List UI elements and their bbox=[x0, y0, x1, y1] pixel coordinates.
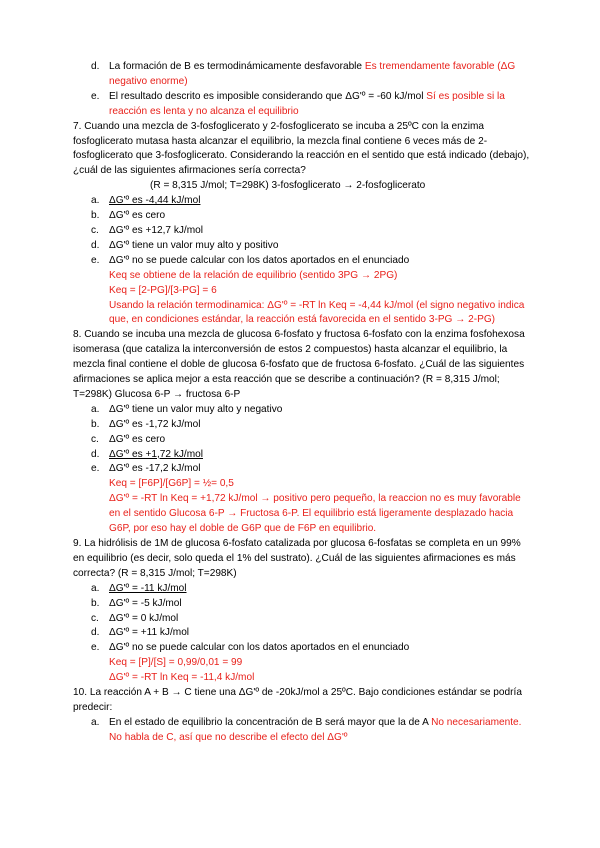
q10-option-a: a. En el estado de equilibrio la concentración de B será mayor que la de A No necesariamente. No habla de C, así que no describe el efecto del ΔG'º bbox=[91, 716, 522, 743]
q6-option-d-note: Es tremendamente favorable (ΔG negativo enorme) bbox=[109, 61, 516, 87]
q8-option-a-text: ΔG'º tiene un valor muy alto y negativo bbox=[109, 403, 283, 415]
q8-option-d-text: ΔG'º es +1,72 kJ/mol bbox=[109, 448, 203, 460]
q9-stem: 9. La hidrólisis de 1M de glucosa 6-fosfato catalizada por glucosa 6-fosfatas se completa en un 99% en equilibrio (es decir, solo queda el 1% del sustrato). ¿Cuál de las siguientes afirmaciones es más correcta? (R = 8,315 J/mol; T=298K) bbox=[73, 538, 521, 579]
q8-option-e: e. ΔG'º es -17,2 kJ/mol bbox=[91, 463, 201, 475]
q9-option-a: a. ΔG'º = -11 kJ/mol bbox=[91, 582, 187, 594]
q8-stem: 8. Cuando se incuba una mezcla de glucosa 6-fosfato y fructosa 6-fosfato con la enzima fosfohexosa isomerasa (que cataliza la interconversión de estos 2 compuestos) hasta alcanzar el equilibrio, la mezcla final contiene el doble de glucosa 6-fosfato que de fructosa 6-fosfato. ¿Cuál de las siguientes afirmaciones se aplica mejor a esta reacción que se describe a continuación? (R = 8,315 J/mol; T=298K) Glucosa 6-P → fructosa 6-P bbox=[73, 329, 525, 400]
q10-stem: 10. La reacción A + B → C tiene una ΔG'º de -20kJ/mol a 25ºC. Bajo condiciones estándar se podría predecir: bbox=[73, 687, 522, 713]
q8-option-b-text: ΔG'º es -1,72 kJ/mol bbox=[109, 418, 201, 430]
q7-explanation-1: Keq se obtiene de la relación de equilibrio (sentido 3PG → 2PG) bbox=[109, 269, 398, 281]
q10-option-a-text: En el estado de equilibrio la concentración de B será mayor que la de A bbox=[109, 716, 432, 728]
document-page bbox=[0, 60, 600, 746]
q6-option-e: e. El resultado descrito es imposible considerando que ΔG'º = -60 kJ/mol Sí es posible si la reacción es lenta y no alcanza el equilibrio bbox=[91, 90, 505, 117]
q7-option-a: a. ΔG'º es -4,44 kJ/mol bbox=[91, 195, 201, 207]
q7-option-a-text: ΔG'º es -4,44 kJ/mol bbox=[109, 195, 201, 207]
q9-explanation-2: ΔG'º = -RT ln Keq = -11,4 kJ/mol bbox=[109, 672, 255, 684]
q9-option-b: b. ΔG'º = -5 kJ/mol bbox=[91, 597, 182, 609]
q8-option-d: d. ΔG'º es +1,72 kJ/mol bbox=[91, 448, 203, 460]
q7-explanation-3: Usando la relación termodinamica: ΔG'º = -RT ln Keq = -4,44 kJ/mol (el signo negativo indica que, en condiciones estándar, la reacción está favorecida en el sentido 3-PG → 2-PG) bbox=[109, 299, 525, 326]
q8-explanation-1: Keq = [F6P]/[G6P] = ½= 0,5 bbox=[109, 478, 234, 490]
q7-option-c-text: ΔG'º es +12,7 kJ/mol bbox=[109, 224, 203, 236]
q7-reaction: (R = 8,315 J/mol; T=298K) 3-fosfoglicerato → 2-fosfoglicerato bbox=[150, 180, 426, 192]
q7-option-d-text: ΔG'º tiene un valor muy alto y positivo bbox=[109, 239, 279, 251]
q7-option-c: c. ΔG'º es +12,7 kJ/mol bbox=[91, 224, 203, 236]
q9-option-e: e. ΔG'º no se puede calcular con los datos aportados en el enunciado bbox=[91, 642, 410, 654]
q8-option-a: a. ΔG'º tiene un valor muy alto y negativo bbox=[91, 403, 283, 415]
q8-option-b: b. ΔG'º es -1,72 kJ/mol bbox=[91, 418, 201, 430]
q7-option-b-text: ΔG'º es cero bbox=[109, 210, 166, 222]
q6-option-e-note: Sí es posible si la reacción es lenta y no alcanza el equilibrio bbox=[109, 90, 505, 117]
q9-option-c: c. ΔG'º = 0 kJ/mol bbox=[91, 612, 179, 624]
q9-option-b-text: ΔG'º = -5 kJ/mol bbox=[109, 597, 182, 609]
q7-option-d: d. ΔG'º tiene un valor muy alto y positivo bbox=[91, 239, 279, 251]
q8-option-e-text: ΔG'º es -17,2 kJ/mol bbox=[109, 463, 201, 475]
q8-option-c-text: ΔG'º es cero bbox=[109, 433, 166, 445]
q7-option-b: b. ΔG'º es cero bbox=[91, 210, 166, 222]
q6-option-d: d. La formación de B es termodinámicamente desfavorable Es tremendamente favorable (ΔG negativo enorme) bbox=[91, 61, 516, 87]
q9-option-e-text: ΔG'º no se puede calcular con los datos aportados en el enunciado bbox=[109, 642, 410, 654]
q8-explanation-2: ΔG'º = -RT ln Keq = +1,72 kJ/mol → positivo pero pequeño, la reaccion no es muy favorable en el sentido Glucosa 6-P → Fructosa 6-P. El equilibrio está ligeramente desplazado hacia G6P, por eso hay el doble de G6P que de F6P en equilibrio. bbox=[109, 493, 521, 535]
q6-option-e-text: El resultado descrito es imposible considerando que ΔG'º = -60 kJ/mol bbox=[109, 90, 427, 102]
q9-option-d-text: ΔG'º = +11 kJ/mol bbox=[109, 627, 190, 639]
q6-option-d-text: La formación de B es termodinámicamente desfavorable bbox=[109, 61, 365, 72]
q9-option-c-text: ΔG'º = 0 kJ/mol bbox=[109, 612, 179, 624]
q7-stem: 7. Cuando una mezcla de 3-fosfoglicerato y 2-fosfoglicerato se incuba a 25ºC con la enzima fosfoglicerato mutasa hasta alcanzar el equilibrio, la mezcla final contiene 6 veces más de 2-fosfoglicerato que 3-fosfoglicerato. Considerando la reacción en el sentido que está indicado (debajo), ¿cuál de las siguientes afirmaciones sería correcta? bbox=[73, 120, 530, 177]
q9-option-d: d. ΔG'º = +11 kJ/mol bbox=[91, 627, 190, 639]
q7-option-e: e. ΔG'º no se puede calcular con los datos aportados en el enunciado bbox=[91, 254, 410, 266]
q10-option-a-note: No necesariamente. No habla de C, así que no describe el efecto del ΔG'º bbox=[109, 716, 522, 743]
q9-option-a-text: ΔG'º = -11 kJ/mol bbox=[109, 582, 187, 594]
q8-option-c: c. ΔG'º es cero bbox=[91, 433, 166, 445]
q9-explanation-1: Keq = [P]/[S] = 0,99/0,01 = 99 bbox=[109, 657, 243, 669]
q7-option-e-text: ΔG'º no se puede calcular con los datos aportados en el enunciado bbox=[109, 254, 410, 266]
q7-explanation-2: Keq = [2-PG]/[3-PG] = 6 bbox=[109, 284, 217, 296]
